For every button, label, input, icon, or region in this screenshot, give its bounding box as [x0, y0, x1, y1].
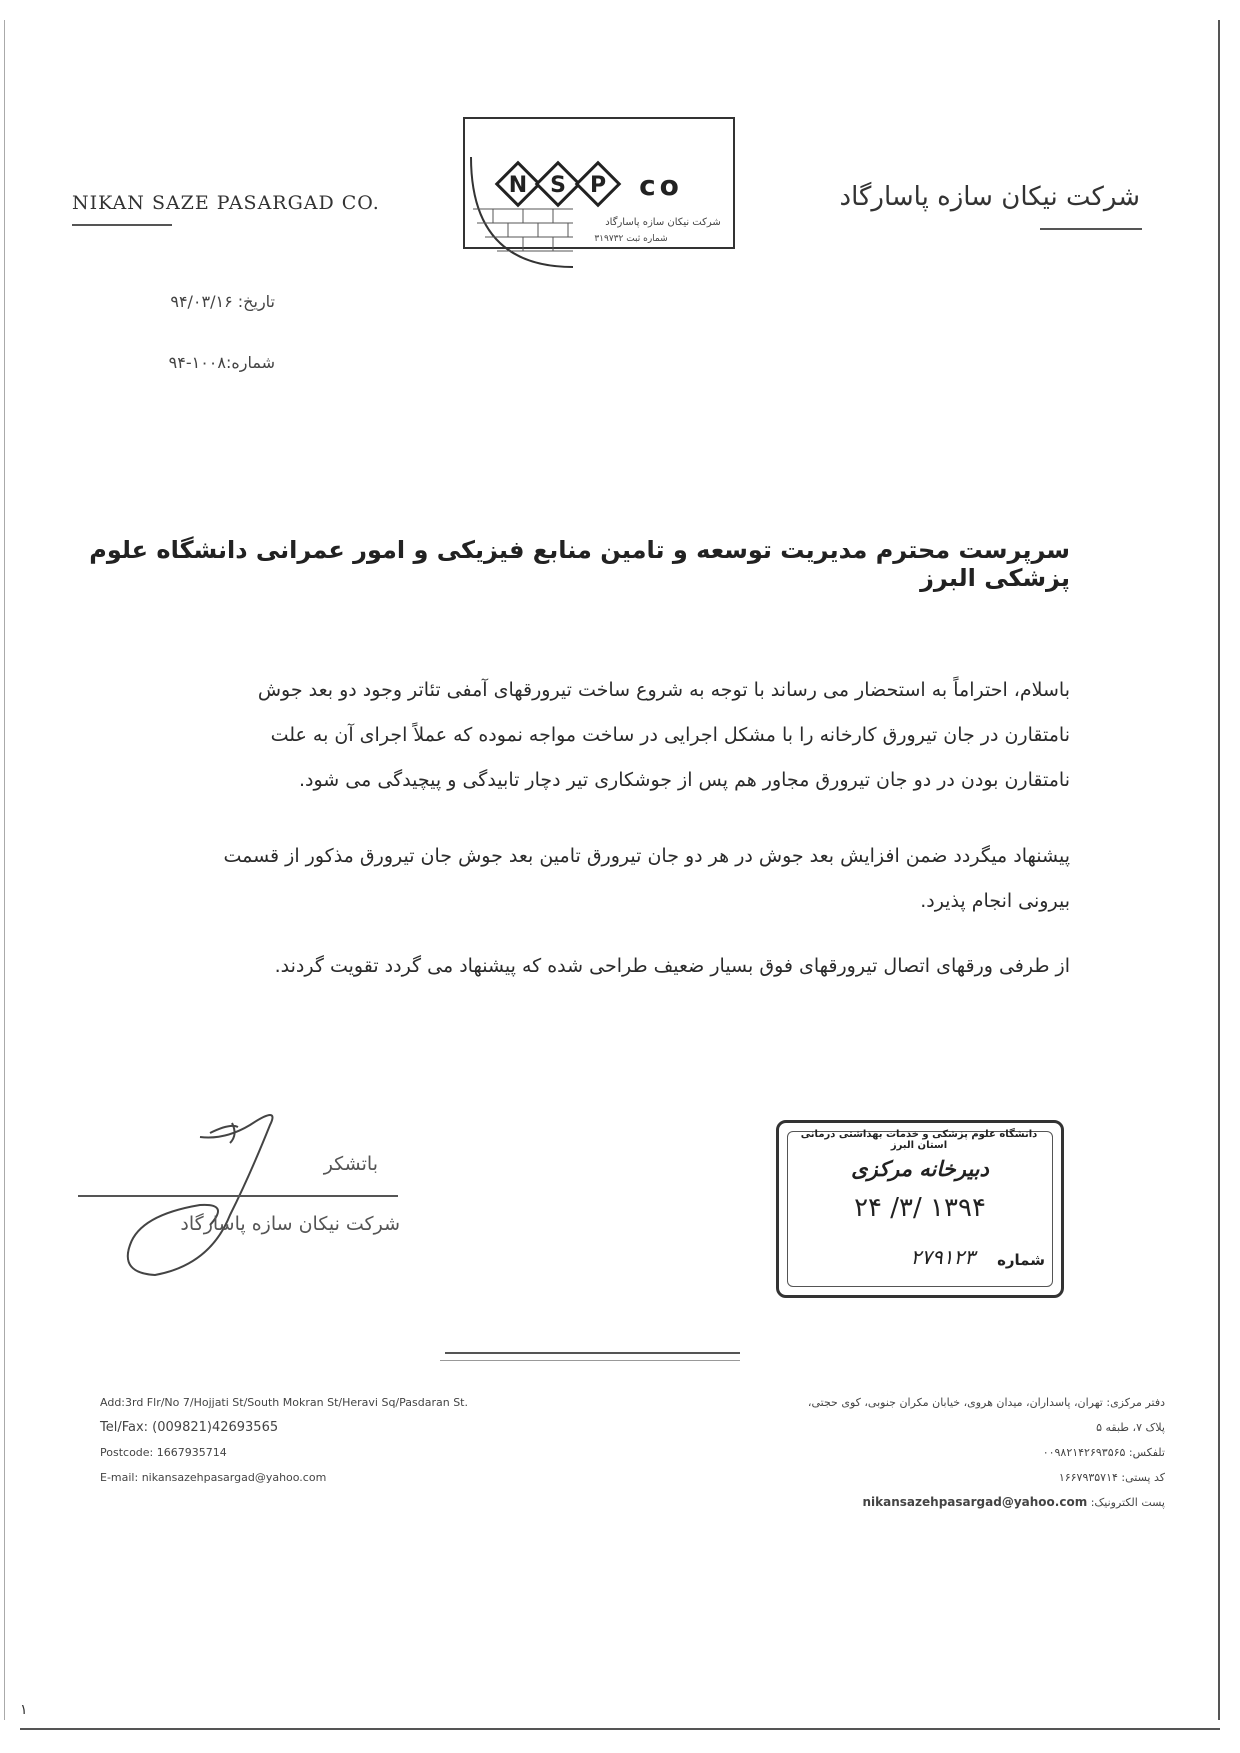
- footer-address-en: Add:3rd Flr/No 7/Hojjati St/South Mokran St/Heravi Sq/Pasdaran St.: [100, 1396, 468, 1409]
- body-paragraph-1: باسلام، احتراماً به استحضار می رساند با توجه به شروع ساخت تیرورقهای آمفی تئاتر وجود دو بعد جوش نامتقارن در جان تیرورق کارخانه را با مشکل اجرایی در ساخت مواجه نموده که عملاً اجرای آن به علت نامتقارن بودن در دو جان تیرورق مجاور هم پس از جوشکاری تیر دچار تابیدگی و پیچیدگی می شود.: [257, 679, 1070, 791]
- company-logo: [463, 117, 735, 272]
- stamp-title: دبیرخانه مرکزی: [851, 1157, 989, 1181]
- logo-suffix: co: [639, 169, 683, 202]
- letter-recipient: سرپرست محترم مدیریت توسعه و تامین منابع فیزیکی و امور عمرانی دانشگاه علوم پزشکی البرز: [89, 536, 1070, 592]
- page-number: ۱: [20, 1702, 28, 1718]
- footer-divider: [445, 1352, 740, 1354]
- footer-unit-fa: پلاک ۷، طبقه ۵: [1096, 1421, 1165, 1434]
- svg-text:P: P: [589, 173, 607, 198]
- footer-email-label-fa: پست الکترونیک:: [1090, 1496, 1165, 1509]
- signature-company: شرکت نیکان سازه پاسارگاد: [180, 1213, 400, 1235]
- logo-letter-s: [537, 163, 579, 205]
- stamp-number-value: ۲۷۹۱۲۳: [910, 1245, 975, 1269]
- logo-letter-n: [497, 163, 539, 205]
- page-edge-bottom: [20, 1728, 1220, 1730]
- footer-divider-secondary: [440, 1360, 740, 1361]
- letter-number: شماره:۱۰۰۸-۹۴: [168, 353, 275, 372]
- signature-closing: باتشکر: [323, 1153, 378, 1175]
- footer-email-fa: nikansazehpasargad@yahoo.com: [862, 1495, 1088, 1509]
- body-paragraph-2: پیشنهاد میگردد ضمن افزایش بعد جوش در هر دو جان تیرورق تامین بعد جوش جان تیرورق مذکور از قسمت بیرونی انجام پذیرد.: [223, 845, 1070, 912]
- footer-telfax-en: Tel/Fax: (009821)42693565: [100, 1420, 279, 1435]
- handwritten-signature: [60, 1095, 400, 1285]
- company-name-fa-underline: [1040, 228, 1142, 230]
- page-edge-left: [4, 20, 5, 1720]
- page-edge-right: [1218, 20, 1220, 1720]
- stamp-date: ۱۳۹۴ /۳/ ۲۴: [854, 1193, 986, 1223]
- company-name-fa: شرکت نیکان سازه پاسارگاد: [839, 182, 1140, 212]
- signature-line: [78, 1195, 398, 1197]
- svg-text:N: N: [508, 173, 528, 198]
- company-name-en-underline: [72, 224, 172, 226]
- footer-postal-fa: کد پستی: ۱۶۶۷۹۳۵۷۱۴: [1058, 1471, 1165, 1484]
- body-paragraph-3: از طرفی ورقهای اتصال تیرورقهای فوق بسیار ضعیف طراحی شده که پیشنهاد می گردد تقویت گردند.: [274, 955, 1070, 977]
- logo-caption-sub: شماره ثبت ۳۱۹۷۳۲: [594, 234, 668, 244]
- company-name-en: NIKAN SAZE PASARGAD CO.: [72, 192, 380, 214]
- svg-text:S: S: [550, 173, 566, 198]
- footer-contact-en: [100, 1390, 468, 1490]
- logo-graphic: [463, 117, 735, 272]
- footer-email-row-fa: [645, 1490, 1165, 1515]
- signature-block: [60, 1095, 400, 1285]
- logo-letter-p: [577, 163, 619, 205]
- footer-address-fa: دفتر مرکزی: تهران، پاسداران، میدان هروی، خیابان مکران جنوبی، کوی حجتی،: [807, 1396, 1165, 1409]
- footer-telfax-fa: تلفکس: ۰۰۹۸۲۱۴۲۶۹۳۵۶۵: [1042, 1446, 1165, 1459]
- footer-email-en: E-mail: nikansazehpasargad@yahoo.com: [100, 1471, 327, 1484]
- logo-caption: شرکت نیکان سازه پاسارگاد: [605, 217, 721, 228]
- receipt-stamp: [776, 1120, 1064, 1298]
- footer-postal-en: Postcode: 1667935714: [100, 1446, 227, 1459]
- footer-contact-fa: [645, 1390, 1165, 1515]
- letter-date: تاریخ: ۹۴/۰۳/۱۶: [170, 292, 275, 311]
- stamp-organization: دانشگاه علوم پزشکی و خدمات بهداشتی درمانی استان البرز: [800, 1129, 1038, 1151]
- stamp-number-label: شماره: [997, 1251, 1045, 1269]
